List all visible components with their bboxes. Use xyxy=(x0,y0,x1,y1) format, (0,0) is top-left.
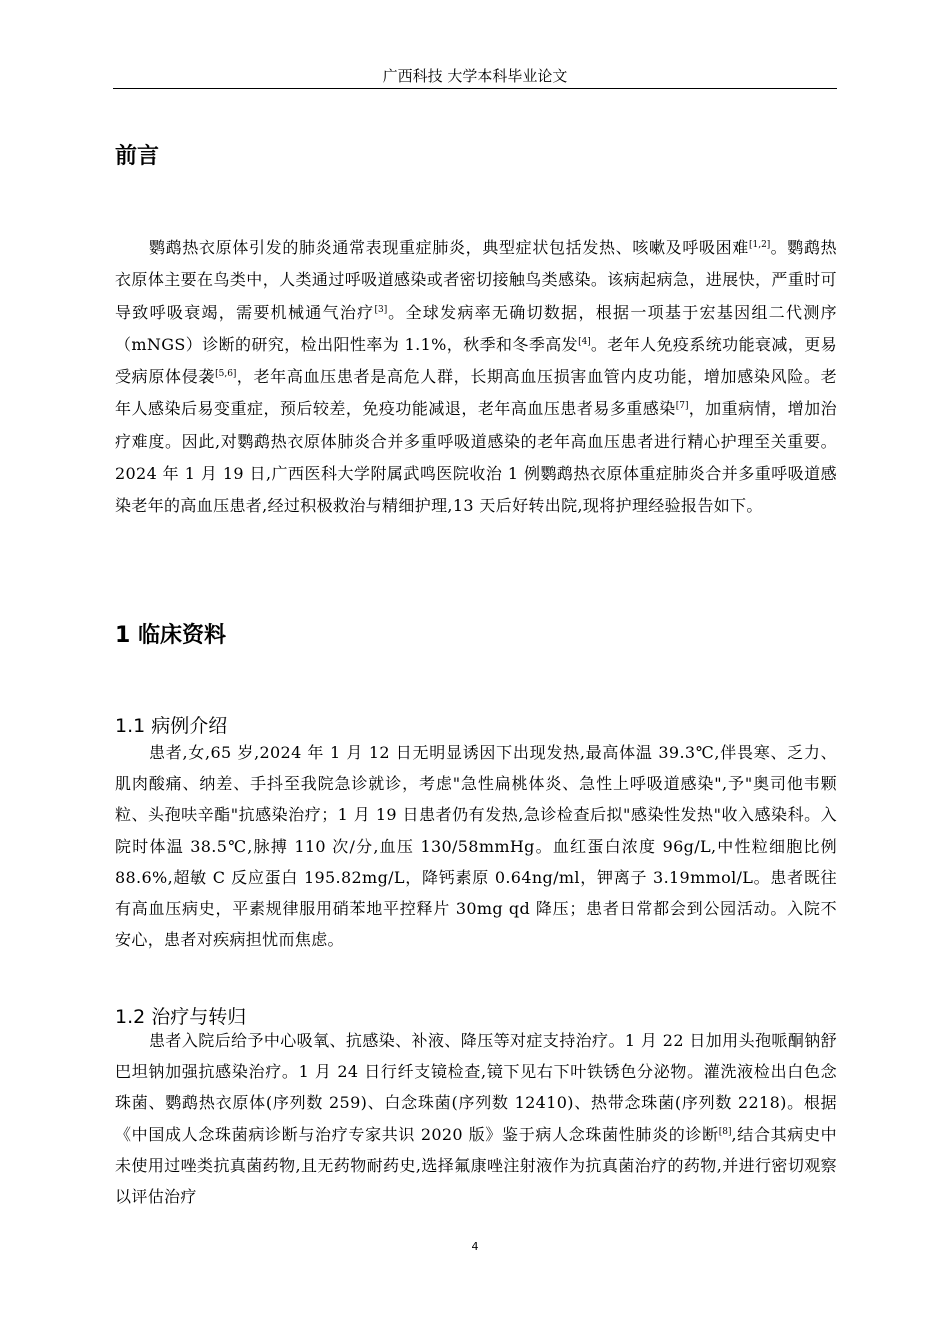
citation-ref: [8] xyxy=(718,1126,732,1137)
preface-paragraph xyxy=(115,232,837,523)
page-number: 4 xyxy=(471,1240,479,1253)
clinical-data-heading: 1 临床资料 xyxy=(115,623,226,648)
text-run: 。老年人免疫系统功能衰减，更易受病原体侵袭 xyxy=(115,334,837,387)
citation-ref: [5,6] xyxy=(215,369,237,380)
text-run: 。全球发病率无确切数据，根据一项基于宏基因组二代测序（mNGS）诊断的研究，检出阳性率为 1.1%，秋季和冬季高发 xyxy=(115,302,837,354)
case-intro-heading: 1.1 病例介绍 xyxy=(115,715,228,737)
treatment-paragraph xyxy=(115,1025,837,1212)
header-rule xyxy=(113,88,837,89)
text-run: ,结合其病史中未使用过唑类抗真菌药物,且无药物耐药史,选择氟康唑注射液作为抗真菌治疗的药物,并进行密切观察以评估治疗 xyxy=(115,1124,837,1207)
text-run: 鹦鹉热衣原体引发的肺炎通常表现重症肺炎，典型症状包括发热、咳嗽及呼吸困难 xyxy=(149,238,749,257)
running-header: 广西科技 大学本科毕业论文 xyxy=(382,67,568,85)
citation-ref: [1,2] xyxy=(748,240,771,250)
text-run: 。鹦鹉热衣原体主要在鸟类中，人类通过呼吸道感染或者密切接触鸟类感染。该病起病急，进展快，严重时可导致呼吸衰竭，需要机械通气治疗 xyxy=(115,238,837,322)
text-run: 患者,女,65 岁,2024 年 1 月 12 日无明显诱因下出现发热,最高体温 39.3℃,伴畏寒、乏力、肌肉酸痛、纳差、手抖至我院急诊就诊，考虑"急性扁桃体炎、急性上呼吸道感染",予"奥司他韦颗粒、头孢呋辛酯"抗感染治疗；1 月 19 日患者仍有发热,急诊检查后拟"感染性发热"收入感染科。入院时体温 38.5℃,脉搏 110 次/分,血压 130/58mmHg。血红蛋白浓度 96g/L,中性粒细胞比例 88.6%,超敏 C 反应蛋白 195.82mg/L，降钙素原 0.64ng/ml，钾离子 3.19mmol/L。患者既往有高血压病史，平素规律服用硝苯地平控释片 30mg qd 降压；患者日常都会到公园活动。入院不安心，患者对疾病担忧而焦虑。 xyxy=(115,743,837,950)
preface-heading: 前言 xyxy=(115,144,160,169)
case-intro-paragraph xyxy=(115,737,837,955)
text-run: ，老年高血压患者是高危人群，长期高血压损害血管内皮功能，增加感染风险。老年人感染后易变重症，预后较差，免疫功能减退，老年高血压患者易多重感染 xyxy=(115,367,837,419)
treatment-outcome-heading: 1.2 治疗与转归 xyxy=(115,1006,247,1028)
citation-ref: [3] xyxy=(374,304,388,315)
text-run: ，加重病情，增加治疗难度。因此,对鹦鹉热衣原体肺炎合并多重呼吸道感染的老年高血压患者进行精心护理至关重要。2024 年 1 月 19 日,广西医科大学附属武鸣医院收治 1 例鹦鹉热衣原体重症肺炎合并多重呼吸道感染老年的高血压患者,经过积极救治与精细护理,13 天后好转出院,现将护理经验报告如下。 xyxy=(115,399,837,516)
citation-ref: [4] xyxy=(578,336,591,347)
citation-ref: [7] xyxy=(675,401,689,412)
text-run: 患者入院后给予中心吸氧、抗感染、补液、降压等对症支持治疗。1 月 22 日加用头孢哌酮钠舒巴坦钠加强抗感染治疗。1 月 24 日行纤支镜检查,镜下见右下叶铁锈色分泌物。灌洗液检出白色念珠菌、鹦鹉热衣原体(序列数 259)、白念珠菌(序列数 12410)、热带念珠菌(序列数 2218)。根据《中国成人念珠菌病诊断与治疗专家共识 2020 版》鉴于病人念珠菌性肺炎的诊断 xyxy=(115,1031,837,1144)
